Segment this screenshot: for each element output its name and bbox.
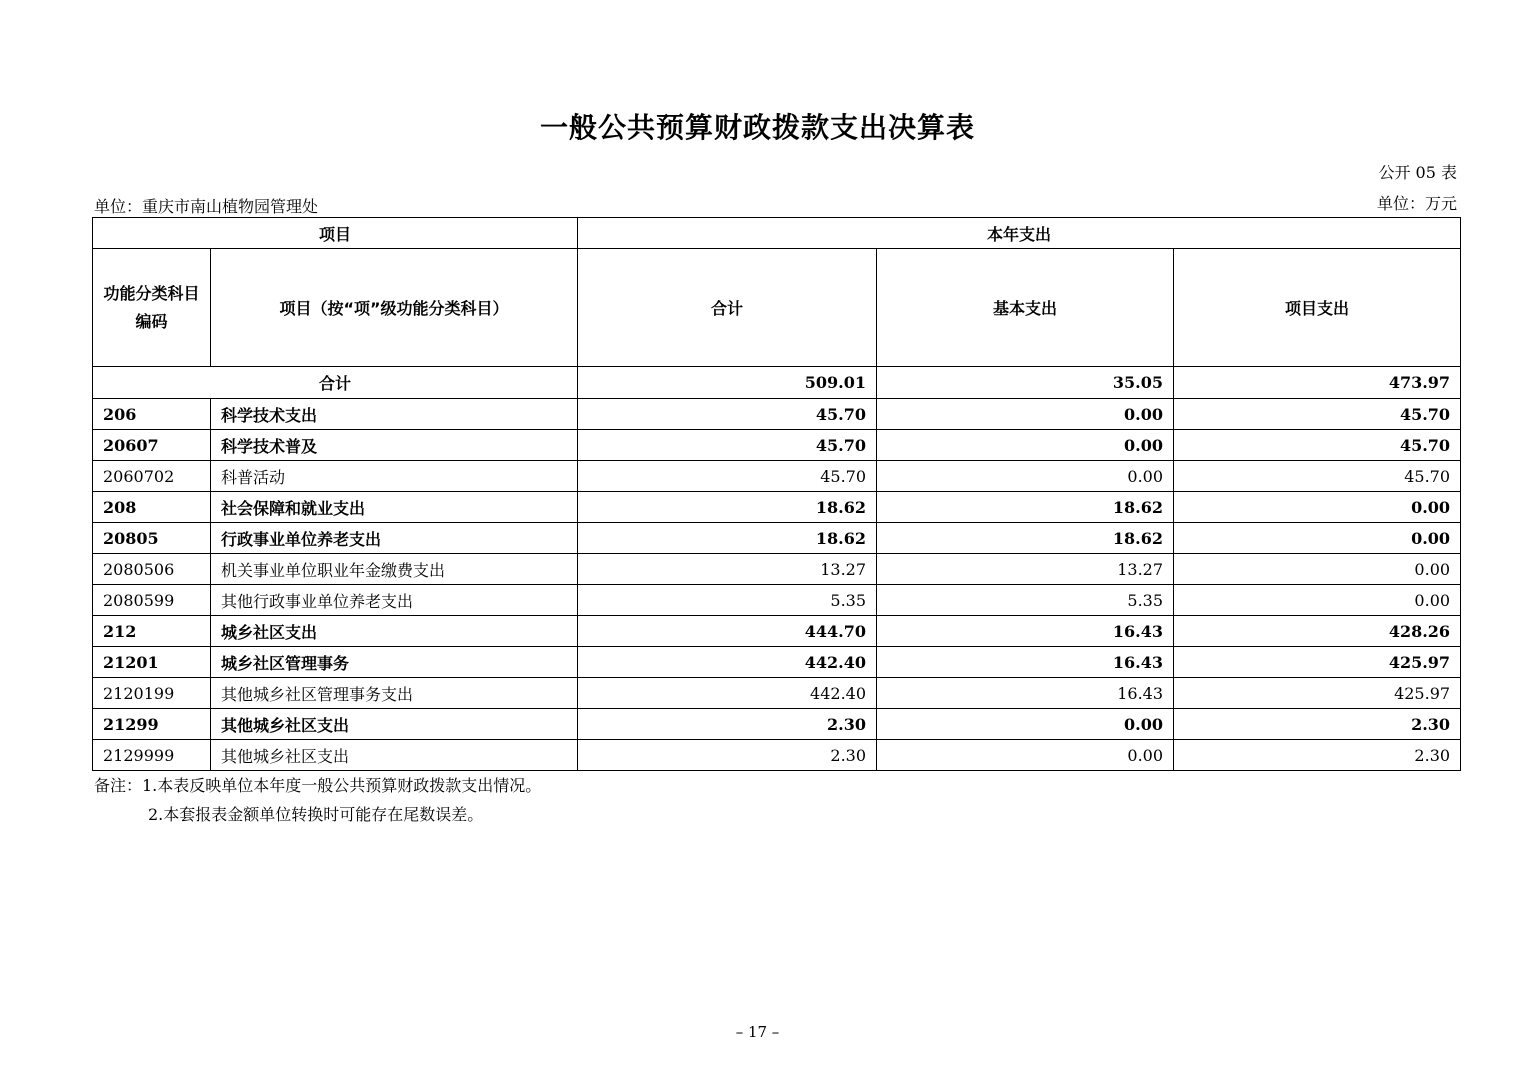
header-code — [93, 249, 211, 367]
row-basic: 0.00 — [877, 740, 1174, 771]
form-number: 公开 05 表 — [1378, 163, 1457, 182]
row-project: 425.97 — [1174, 647, 1461, 678]
row-basic: 16.43 — [877, 647, 1174, 678]
row-project: 45.70 — [1174, 399, 1461, 430]
total-basic: 35.05 — [877, 367, 1174, 399]
row-basic: 16.43 — [877, 678, 1174, 709]
row-project: 2.30 — [1174, 740, 1461, 771]
note-1: 备注：1.本表反映单位本年度一般公共预算财政拨款支出情况。 — [94, 776, 542, 795]
row-name: 科学技术普及 — [211, 430, 578, 461]
row-total: 18.62 — [578, 492, 877, 523]
page-number: – 17 – — [735, 1023, 780, 1041]
row-basic: 18.62 — [877, 492, 1174, 523]
row-code: 20805 — [93, 523, 211, 554]
row-total: 5.35 — [578, 585, 877, 616]
row-total: 45.70 — [578, 399, 877, 430]
table-row — [93, 492, 1461, 523]
table-row — [93, 399, 1461, 430]
note-2: 2.本套报表金额单位转换时可能存在尾数误差。 — [148, 805, 484, 824]
row-code: 21201 — [93, 647, 211, 678]
header-code-line2: 编码 — [135, 311, 168, 331]
row-basic: 16.43 — [877, 616, 1174, 647]
header-code-line1: 功能分类科目 — [103, 283, 200, 303]
row-total: 45.70 — [578, 461, 877, 492]
row-name: 科普活动 — [211, 461, 578, 492]
row-basic: 13.27 — [877, 554, 1174, 585]
row-project: 0.00 — [1174, 492, 1461, 523]
row-name: 城乡社区管理事务 — [211, 647, 578, 678]
header-name: 项目（按“项”级功能分类科目） — [211, 249, 578, 367]
row-name: 其他城乡社区支出 — [211, 740, 578, 771]
row-code: 212 — [93, 616, 211, 647]
table-row — [93, 554, 1461, 585]
page-title: 一般公共预算财政拨款支出决算表 — [539, 111, 975, 144]
row-project: 425.97 — [1174, 678, 1461, 709]
row-basic: 5.35 — [877, 585, 1174, 616]
row-project: 0.00 — [1174, 585, 1461, 616]
row-name: 科学技术支出 — [211, 399, 578, 430]
row-code: 2129999 — [93, 740, 211, 771]
row-name: 其他城乡社区支出 — [211, 709, 578, 740]
row-code: 2080506 — [93, 554, 211, 585]
table-row — [93, 709, 1461, 740]
row-project: 45.70 — [1174, 430, 1461, 461]
currency-unit: 单位：万元 — [1376, 194, 1457, 213]
row-total: 442.40 — [578, 678, 877, 709]
header-current-year: 本年支出 — [578, 218, 1461, 249]
row-project: 2.30 — [1174, 709, 1461, 740]
row-total: 13.27 — [578, 554, 877, 585]
total-amount: 509.01 — [578, 367, 877, 399]
total-label: 合计 — [93, 367, 578, 399]
expenditure-table — [92, 217, 1461, 771]
row-code: 2060702 — [93, 461, 211, 492]
table-row — [93, 461, 1461, 492]
row-name: 行政事业单位养老支出 — [211, 523, 578, 554]
row-basic: 0.00 — [877, 461, 1174, 492]
row-project: 428.26 — [1174, 616, 1461, 647]
row-code: 20607 — [93, 430, 211, 461]
row-total: 442.40 — [578, 647, 877, 678]
row-code: 2120199 — [93, 678, 211, 709]
header-basic: 基本支出 — [877, 249, 1174, 367]
total-row — [93, 367, 1461, 399]
row-code: 21299 — [93, 709, 211, 740]
row-total: 2.30 — [578, 709, 877, 740]
row-name: 其他行政事业单位养老支出 — [211, 585, 578, 616]
row-name: 机关事业单位职业年金缴费支出 — [211, 554, 578, 585]
row-project: 0.00 — [1174, 523, 1461, 554]
row-project: 45.70 — [1174, 461, 1461, 492]
header-total: 合计 — [578, 249, 877, 367]
table-row — [93, 430, 1461, 461]
row-code: 2080599 — [93, 585, 211, 616]
total-project: 473.97 — [1174, 367, 1461, 399]
row-basic: 0.00 — [877, 430, 1174, 461]
header-row-1 — [93, 218, 1461, 249]
row-basic: 0.00 — [877, 709, 1174, 740]
row-total: 2.30 — [578, 740, 877, 771]
table-row — [93, 523, 1461, 554]
table-row — [93, 647, 1461, 678]
row-name: 城乡社区支出 — [211, 616, 578, 647]
row-name: 社会保障和就业支出 — [211, 492, 578, 523]
row-code: 206 — [93, 399, 211, 430]
row-basic: 0.00 — [877, 399, 1174, 430]
table-row — [93, 585, 1461, 616]
row-code: 208 — [93, 492, 211, 523]
header-row-2 — [93, 249, 1461, 367]
row-total: 18.62 — [578, 523, 877, 554]
reporting-unit: 单位：重庆市南山植物园管理处 — [94, 197, 319, 216]
table-row — [93, 616, 1461, 647]
row-basic: 18.62 — [877, 523, 1174, 554]
header-item: 项目 — [93, 218, 578, 249]
row-project: 0.00 — [1174, 554, 1461, 585]
row-total: 45.70 — [578, 430, 877, 461]
table-row — [93, 678, 1461, 709]
table-row — [93, 740, 1461, 771]
header-project: 项目支出 — [1174, 249, 1461, 367]
notes — [94, 771, 541, 829]
row-total: 444.70 — [578, 616, 877, 647]
row-name: 其他城乡社区管理事务支出 — [211, 678, 578, 709]
